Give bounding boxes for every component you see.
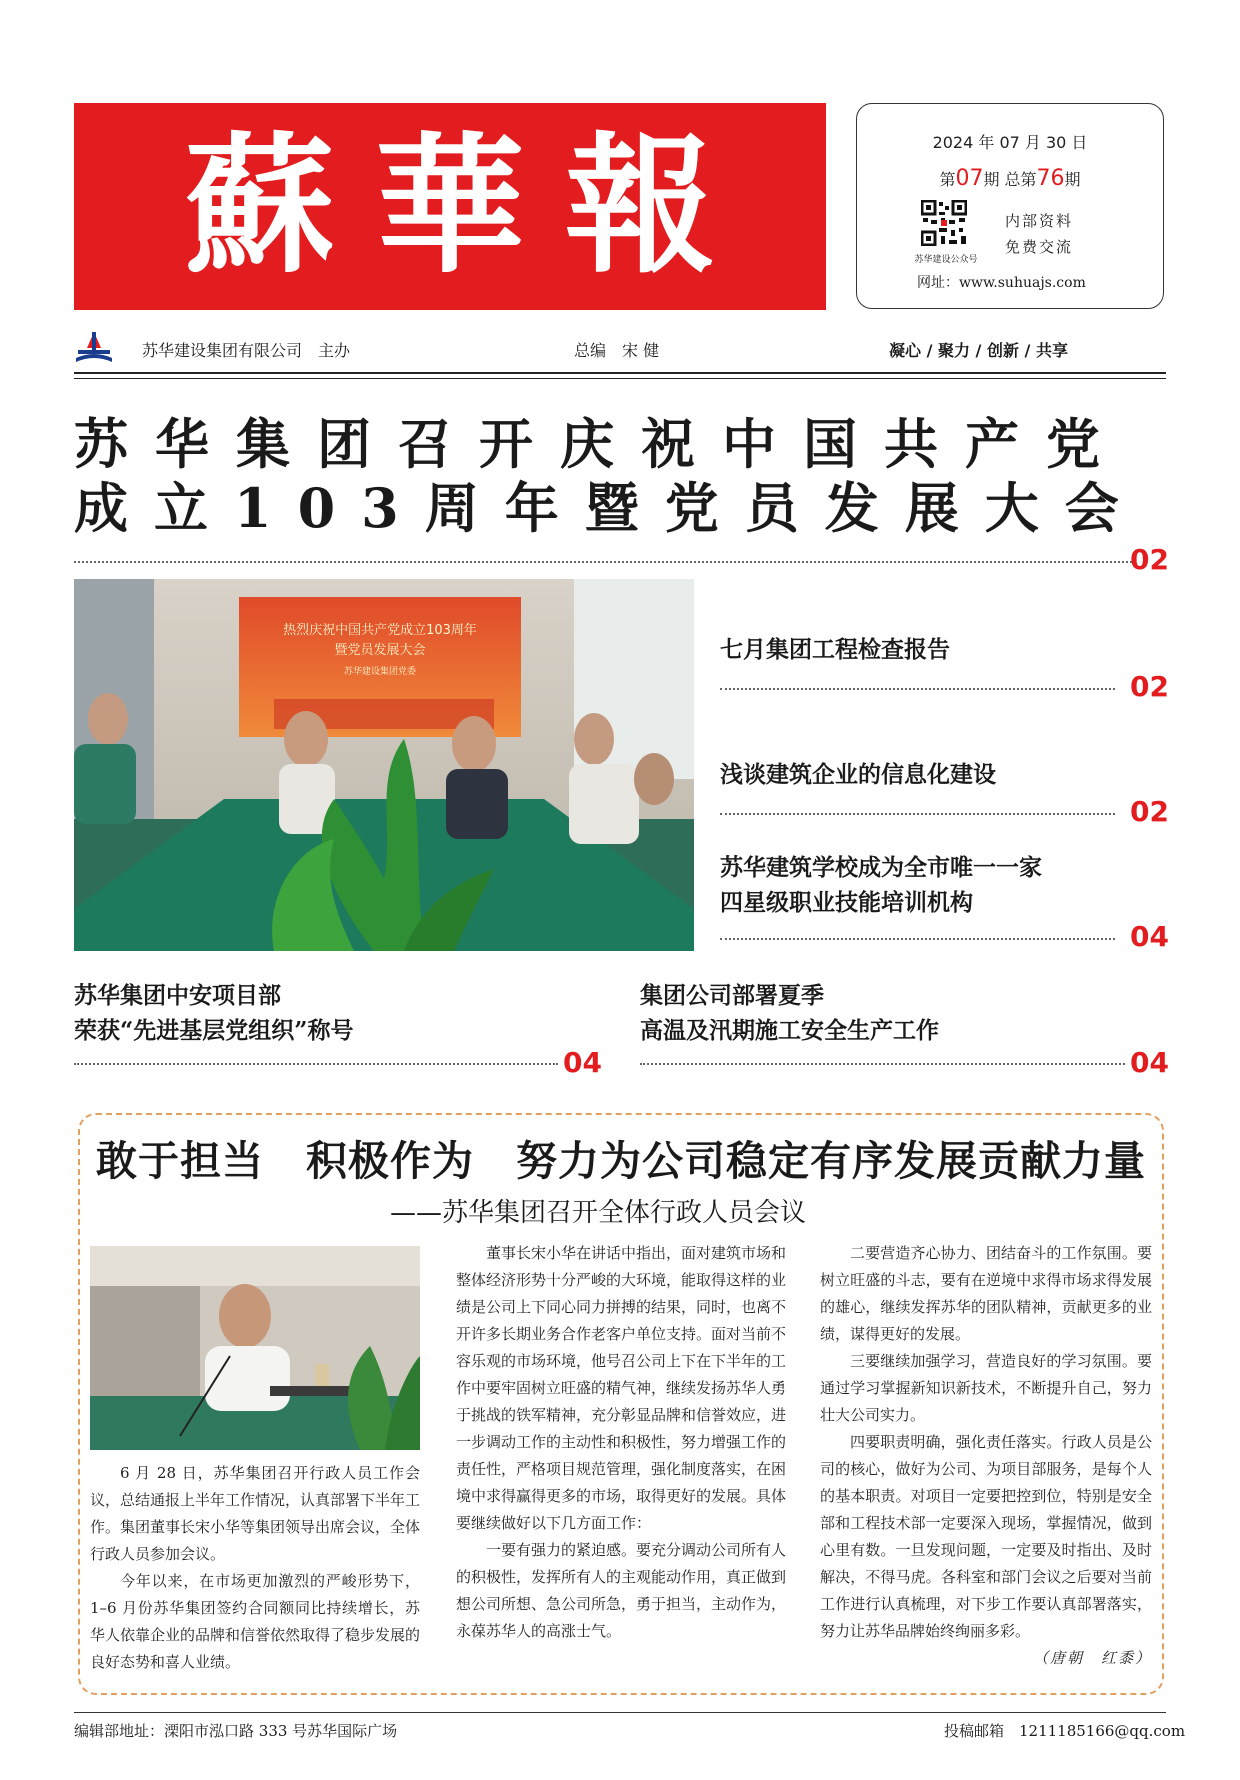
banner-text-3: 苏华建设集团党委 — [343, 667, 417, 677]
headline-line-1[interactable]: 苏华集团召开庆祝中国共产党 — [74, 412, 1127, 476]
byline: （唐朝 红黍） — [1032, 1649, 1152, 1667]
internal-notice: 内部资料 免费交流 — [1005, 212, 1074, 256]
side-story-2-page: 02 — [1130, 795, 1169, 828]
meeting-photo — [74, 579, 694, 951]
website[interactable]: 网址：www.suhuajs.com — [917, 275, 1086, 291]
side-story-3-page: 04 — [1130, 920, 1169, 953]
issue-info-box — [856, 103, 1164, 309]
submission-email[interactable]: 投稿邮箱 1211185166@qq.com — [944, 1722, 1186, 1740]
feature-column-1: 6 月 28 日，苏华集团召开行政人员工作会议，总结通报上半年工作情况，认真部署下半年工作。集团董事长宋小华等集团领导出席会议，全体行政人员参加会议。 今年以来，在市场更加激烈的严峻形势下，1–6 月份苏华集团签约合同额同比持续增长，苏华人依靠企业的品牌和信誉依然取得了稳步发展的良好态势和喜人业绩。 — [90, 1464, 421, 1671]
bottom-story-1-title[interactable]: 苏华集团中安项目部 荣获“先进基层党组织”称号 — [74, 982, 354, 1044]
banner-text-1: 热烈庆祝中国共产党成立103周年 — [283, 623, 477, 638]
publisher: 苏华建设集团有限公司 主办 — [142, 341, 351, 360]
editorial-address: 编辑部地址：溧阳市泓口路 333 号苏华国际广场 — [74, 1722, 398, 1740]
feature-column-3: 二要营造齐心协力、团结奋斗的工作氛围。要树立旺盛的斗志，要有在逆境中求得市场求得发展的雄心，继续发挥苏华的团队精神，贡献更多的业绩，谋得更好的发展。 三要继续加强学习，营造良好的学习氛围。要通过学习掌握新知识新技术，不断提升自己，努力壮大公司实力。 四要职责明确，强化责任落实。行政人员是公司的核心，做好为公司、为项目部服务，是每个人的基本职责。对项目一定要把控到位，特别是安全部和工程技术部一定要深入现场，掌握情况，做到心里有数。一旦发现问题，一定要及时指出、及时解决，不得马虎。各科室和部门会议之后要对当前工作进行认真梳理，对下步工作要认真部署落实，努力让苏华品牌始终绚丽多彩。 （唐朝 红黍） — [820, 1240, 1152, 1672]
issue-date: 2024 年 07 月 30 日 — [932, 133, 1088, 152]
editor: 总编 宋 健 — [574, 341, 660, 360]
bottom-story-1-page: 04 — [563, 1046, 602, 1079]
side-story-3-divider — [720, 938, 1115, 940]
side-story-1-divider — [720, 688, 1115, 690]
headline-line-2[interactable]: 成立103周年暨党员发展大会 — [74, 476, 1145, 540]
bottom-story-1-divider — [74, 1063, 558, 1065]
side-story-1-title[interactable]: 七月集团工程检查报告 — [720, 636, 950, 663]
bottom-story-2-page: 04 — [1130, 1046, 1169, 1079]
side-story-2-title[interactable]: 浅谈建筑企业的信息化建设 — [720, 761, 996, 788]
qr-caption: 苏华建设公众号 — [914, 255, 978, 265]
side-story-3-title[interactable]: 苏华建筑学校成为全市唯一一家 四星级职业技能培训机构 — [720, 854, 1042, 916]
headline-page-number: 02 — [1130, 543, 1169, 576]
motto: 凝心 / 聚力 / 创新 / 共享 — [889, 341, 1068, 360]
feature-column-2: 董事长宋小华在讲话中指出，面对建筑市场和整体经济形势十分严峻的大环境，能取得这样的业绩是公司上下同心同力拼搏的结果，同时，也离不开许多长期业务合作老客户单位支持。面对当前不容乐观的市场环境，他号召公司上下在下半年的工作中要牢固树立旺盛的精气神，继续发扬苏华人勇于挑战的铁军精神，充分彰显品牌和信誉效应，进一步调动工作的主动性和积极性，努力增强工作的责任性，严格项目规范管理，强化制度落实，在困境中求得赢得更多的市场，取得更好的发展。具体要继续做好以下几方面工作： 一要有强力的紧迫感。要充分调动公司所有人的积极性，发挥所有人的主观能动作用，真正做到想公司所想、急公司所急，勇于担当，主动作为，永葆苏华人的高涨士气。 — [456, 1244, 787, 1640]
subheader — [74, 330, 1166, 370]
side-story-2-divider — [720, 813, 1115, 815]
newspaper-title: 蘇華報 — [184, 118, 755, 294]
footer-rule — [74, 1712, 1166, 1713]
qr-code-icon — [921, 200, 967, 246]
feature-title[interactable]: 敢于担当 积极作为 努力为公司稳定有序发展贡献力量 — [96, 1137, 1146, 1185]
issue-number: 第07期 总第76期 — [939, 166, 1081, 191]
header-rule — [74, 372, 1166, 379]
feature-subtitle: ——苏华集团召开全体行政人员会议 — [390, 1198, 807, 1228]
side-story-1-page: 02 — [1130, 670, 1169, 703]
speaker-photo — [90, 1246, 420, 1450]
bottom-story-2-title[interactable]: 集团公司部署夏季 高温及汛期施工安全生产工作 — [640, 982, 939, 1044]
company-logo-icon — [74, 330, 114, 366]
bottom-story-2-divider — [640, 1063, 1125, 1065]
banner-text-2: 暨党员发展大会 — [334, 643, 426, 658]
headline-divider — [74, 561, 1132, 563]
masthead — [74, 103, 826, 310]
